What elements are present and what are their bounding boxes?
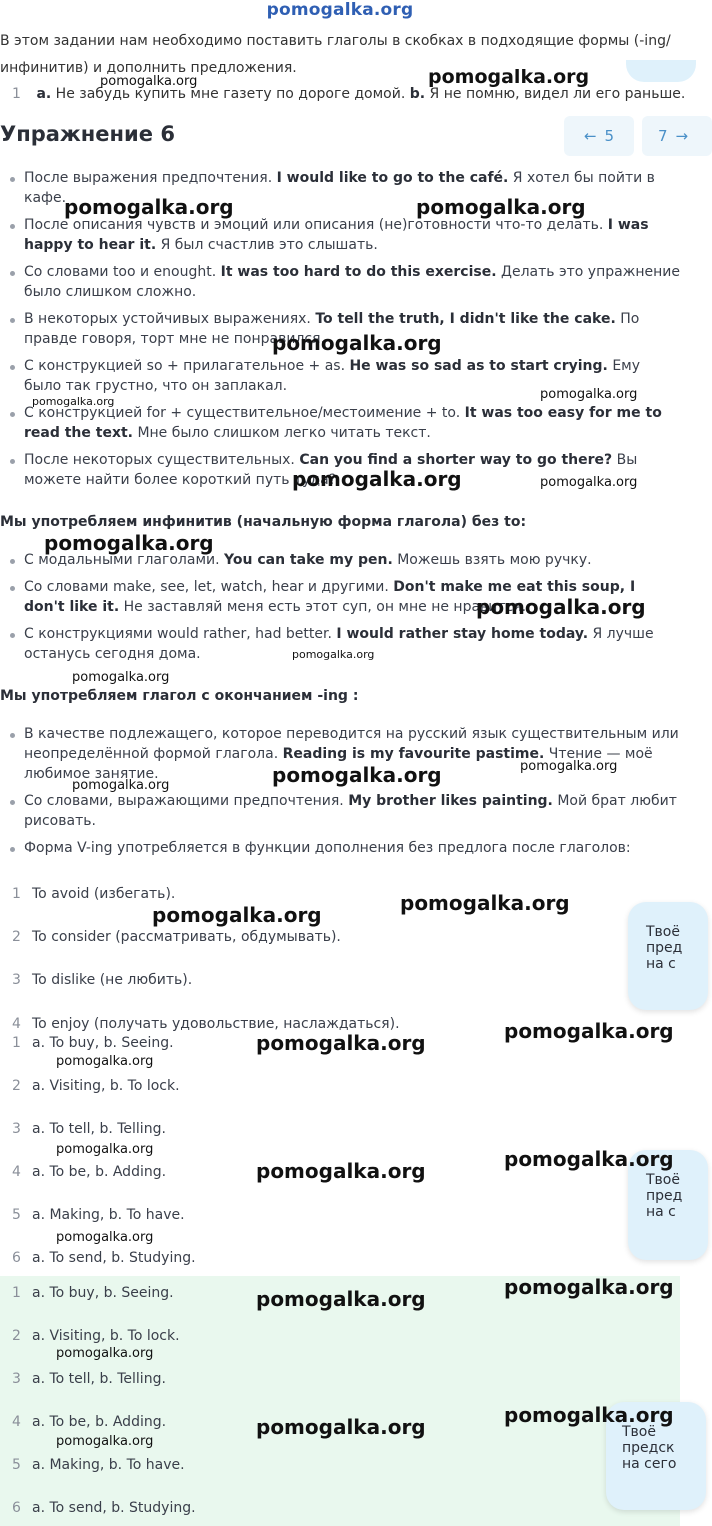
- watermark: pomogalka.org: [540, 475, 638, 490]
- answer-number: 2: [12, 1078, 21, 1094]
- answer-number: 4: [12, 1414, 21, 1430]
- answer-row: [0, 1457, 185, 1473]
- watermark: pomogalka.org: [504, 1019, 674, 1043]
- bullet-icon: [10, 365, 15, 370]
- watermark: pomogalka.org: [72, 778, 170, 793]
- rule-text: В некоторых устойчивых выражениях.: [24, 311, 316, 327]
- rule-translation: Делать это упражнение было слишком сложно.: [24, 264, 680, 300]
- rule-example: It was too easy for me to read the text.: [24, 405, 662, 441]
- rule-translation: Можешь взять мою ручку.: [392, 552, 592, 568]
- rule-text: С конструкцией so + прилагательное + as.: [24, 358, 350, 374]
- answer-row: [0, 1328, 180, 1344]
- prev-row-b-label: b.: [409, 86, 426, 102]
- rule-text: С модальными глаголами.: [24, 552, 225, 568]
- watermark: pomogalka.org: [292, 467, 462, 491]
- rule-translation: Я был счастлив это слышать.: [156, 237, 378, 253]
- intro-text: В этом задании нам необходимо поставить глаголы в скобках в подходящие формы (-ing/инфинитив) и дополнить предложения.: [0, 33, 671, 76]
- list-item: [0, 791, 680, 831]
- prev-row-a-text: Не забудь купить мне газету по дороге домой.: [51, 86, 410, 102]
- answer-number: 4: [12, 1164, 21, 1180]
- card-text: предск: [622, 1440, 675, 1456]
- watermark: pomogalka.org: [256, 1287, 426, 1311]
- list-item: [0, 838, 680, 858]
- card-text: пред: [646, 940, 683, 956]
- prev-exercise-button[interactable]: [564, 116, 634, 156]
- answer-row: [0, 1250, 196, 1266]
- rule-translation: Мне было слишком легко читать текст.: [133, 425, 431, 441]
- bullet-icon: [10, 800, 15, 805]
- rule-translation: Чтение — моё любимое занятие.: [24, 746, 653, 782]
- card-text: Твоё: [646, 924, 680, 940]
- list-item: [0, 262, 680, 302]
- verb-list-item: [0, 886, 175, 902]
- verb-text: To consider (рассматривать, обдумывать).: [32, 929, 341, 945]
- card-text: на с: [646, 1204, 676, 1220]
- arrow-left-icon: ←: [583, 127, 597, 145]
- answer-text: a. To send, b. Studying.: [32, 1500, 196, 1516]
- rule-text: Со словами too и enought.: [24, 264, 221, 280]
- rule-text: В качестве подлежащего, которое переводится на русский язык существительным или неопределённой формой глагола.: [24, 726, 679, 762]
- answer-row: [0, 1121, 166, 1137]
- verb-number: 2: [12, 929, 21, 945]
- rule-translation: Не заставляй меня есть этот суп, он мне не нравится.: [119, 599, 527, 615]
- answer-number: 5: [12, 1457, 21, 1473]
- bullet-icon: [10, 412, 15, 417]
- watermark: pomogalka.org: [152, 903, 322, 927]
- bullet-icon: [10, 559, 15, 564]
- watermark: pomogalka.org: [56, 1230, 154, 1245]
- rule-text: После описания чувств и эмоций или описания (не)готовности что-то делать.: [24, 217, 608, 233]
- answer-text: a. To tell, b. Telling.: [32, 1371, 166, 1387]
- watermark: pomogalka.org: [540, 387, 638, 402]
- verb-list-item: [0, 972, 192, 988]
- verb-text: To avoid (избегать).: [32, 886, 176, 902]
- watermark: pomogalka.org: [56, 1054, 154, 1069]
- prev-exercise-label: 5: [604, 127, 615, 145]
- answer-number: 3: [12, 1121, 21, 1137]
- watermark: pomogalka.org: [272, 763, 442, 787]
- watermark: pomogalka.org: [504, 1275, 674, 1299]
- answer-text: a. To tell, b. Telling.: [32, 1121, 166, 1137]
- bullet-icon: [10, 459, 15, 464]
- answer-number: 1: [12, 1285, 21, 1301]
- bullet-icon: [10, 318, 15, 323]
- answer-number: 3: [12, 1371, 21, 1387]
- rule-text: С конструкцией for + существительное/местоимение + to.: [24, 405, 465, 421]
- rule-translation: По правде говоря, торт мне не понравился.: [24, 311, 640, 347]
- floating-card-top[interactable]: [626, 60, 696, 82]
- bullet-icon: [10, 586, 15, 591]
- bullet-icon: [10, 847, 15, 852]
- watermark: pomogalka.org: [428, 66, 590, 88]
- bare-infinitive-heading: Мы употребляем инфинитив (начальную форма глагола) без to:: [0, 514, 527, 530]
- answer-text: a. Visiting, b. To lock.: [32, 1328, 180, 1344]
- answer-row: [0, 1285, 174, 1301]
- rule-example: Can you find a shorter way to go there?: [299, 452, 613, 468]
- bullet-icon: [10, 177, 15, 182]
- verb-list-item: [0, 929, 341, 945]
- watermark: pomogalka.org: [256, 1159, 426, 1183]
- rule-text: Со словами make, see, let, watch, hear и другими.: [24, 579, 394, 595]
- prev-row-b-text: Я не помню, видел ли его раньше.: [425, 86, 686, 102]
- bullet-icon: [10, 633, 15, 638]
- ing-form-heading: Мы употребляем глагол с окончанием -ing :: [0, 688, 359, 704]
- verb-text: To dislike (не любить).: [32, 972, 193, 988]
- watermark: pomogalka.org: [56, 1142, 154, 1157]
- list-item: [0, 215, 680, 255]
- rule-example: My brother likes painting.: [348, 793, 553, 809]
- watermark: pomogalka.org: [400, 891, 570, 915]
- rule-example: He was so sad as to start crying.: [349, 358, 608, 374]
- card-text: Твоё: [622, 1424, 656, 1440]
- watermark: pomogalka.org: [56, 1346, 154, 1361]
- arrow-right-icon: →: [675, 127, 689, 145]
- answer-row: [0, 1078, 180, 1094]
- next-exercise-label: 7: [658, 127, 668, 145]
- verb-text: To enjoy (получать удовольствие, наслаждаться).: [32, 1016, 400, 1032]
- answer-row: [0, 1371, 166, 1387]
- verb-number: 4: [12, 1016, 21, 1032]
- rule-example: I would like to go to the café.: [276, 170, 509, 186]
- page-title: Упражнение 6: [0, 122, 175, 146]
- watermark: pomogalka.org: [292, 648, 375, 661]
- rule-translation: Мой брат любит рисовать.: [24, 793, 677, 829]
- bullet-icon: [10, 271, 15, 276]
- rule-example: It was too hard to do this exercise.: [220, 264, 497, 280]
- watermark: pomogalka.org: [56, 1434, 154, 1449]
- rule-example: To tell the truth, I didn't like the cake.: [315, 311, 616, 327]
- card-text: на сего: [622, 1456, 677, 1472]
- answer-number: 1: [12, 1035, 21, 1051]
- top-watermark: pomogalka.org: [266, 0, 414, 20]
- rule-text: После некоторых существительных.: [24, 452, 300, 468]
- prediction-card[interactable]: [628, 902, 708, 1010]
- verb-number: 1: [12, 886, 21, 902]
- answer-text: a. Making, b. To have.: [32, 1457, 185, 1473]
- card-text: пред: [646, 1188, 683, 1204]
- answer-text: a. Making, b. To have.: [32, 1207, 185, 1223]
- answer-number: 5: [12, 1207, 21, 1223]
- rule-text: После выражения предпочтения.: [24, 170, 277, 186]
- watermark: pomogalka.org: [64, 195, 234, 219]
- answer-number: 6: [12, 1250, 21, 1266]
- rule-example: You can take my pen.: [224, 552, 393, 568]
- bullet-icon: [10, 224, 15, 229]
- answer-text: a. Visiting, b. To lock.: [32, 1078, 180, 1094]
- watermark: pomogalka.org: [520, 759, 618, 774]
- watermark: pomogalka.org: [504, 1147, 674, 1171]
- verb-list-item: [0, 1016, 400, 1032]
- prev-row-a-label: a.: [36, 86, 52, 102]
- watermark: pomogalka.org: [32, 395, 115, 408]
- answer-text: a. To be, b. Adding.: [32, 1414, 167, 1430]
- answer-row: [0, 1164, 166, 1180]
- rule-translation: Вы можете найти более короткий путь туда?: [24, 452, 638, 488]
- answer-row: [0, 1207, 185, 1223]
- highlighted-answers-block: [0, 1276, 680, 1526]
- verb-number: 3: [12, 972, 21, 988]
- watermark: pomogalka.org: [72, 670, 170, 685]
- watermark: pomogalka.org: [100, 74, 198, 89]
- answer-text: a. To buy, b. Seeing.: [32, 1285, 174, 1301]
- watermark: pomogalka.org: [272, 331, 442, 355]
- watermark: pomogalka.org: [256, 1415, 426, 1439]
- rule-example: Reading is my favourite pastime.: [282, 746, 545, 762]
- answer-row: [0, 1035, 174, 1051]
- bullet-icon: [10, 733, 15, 738]
- rule-example: I was happy to hear it.: [24, 217, 649, 253]
- rule-translation: Ему было так грустно, что он заплакал.: [24, 358, 641, 394]
- answer-text: a. To be, b. Adding.: [32, 1164, 167, 1180]
- card-text: на с: [646, 956, 676, 972]
- prev-row-number: 1: [12, 86, 21, 102]
- rule-text: С конструкциями would rather, had better.: [24, 626, 337, 642]
- watermark: pomogalka.org: [416, 195, 586, 219]
- answer-row: [0, 1414, 166, 1430]
- answer-text: a. To send, b. Studying.: [32, 1250, 196, 1266]
- rule-text: Форма V-ing употребляется в функции дополнения без предлога после глаголов:: [24, 840, 631, 856]
- rule-translation: Я хотел бы пойти в кафе.: [24, 170, 655, 206]
- rule-translation: Я лучше останусь сегодня дома.: [24, 626, 654, 662]
- watermark: pomogalka.org: [256, 1031, 426, 1055]
- list-item: [0, 403, 680, 443]
- rule-example: I would rather stay home today.: [336, 626, 589, 642]
- answer-number: 2: [12, 1328, 21, 1344]
- watermark: pomogalka.org: [44, 531, 214, 555]
- next-exercise-button[interactable]: [642, 116, 712, 156]
- watermark: pomogalka.org: [504, 1403, 674, 1427]
- rule-text: Со словами, выражающими предпочтения.: [24, 793, 349, 809]
- answer-row: [0, 1500, 196, 1516]
- answer-number: 6: [12, 1500, 21, 1516]
- card-text: Твоё: [646, 1172, 680, 1188]
- watermark: pomogalka.org: [476, 595, 646, 619]
- rule-example: Don't make me eat this soup, I don't like it.: [24, 579, 636, 615]
- answer-text: a. To buy, b. Seeing.: [32, 1035, 174, 1051]
